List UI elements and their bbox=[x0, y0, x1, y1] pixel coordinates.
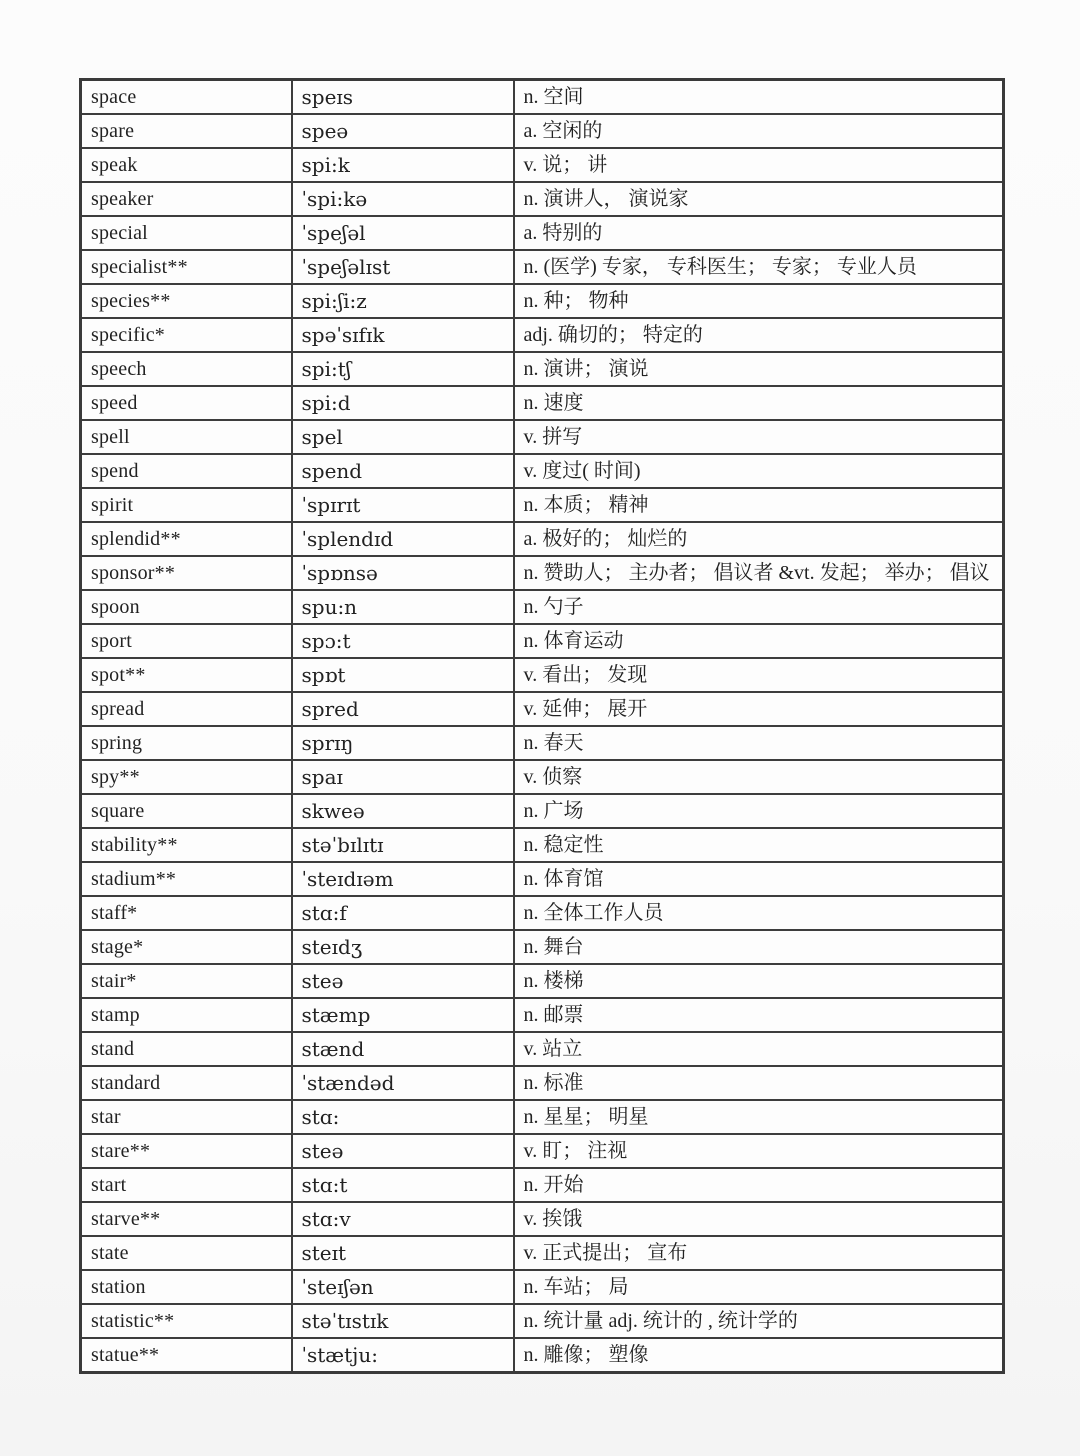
definition-cell: n. 春天 bbox=[514, 726, 1004, 760]
phonetic-cell: ˈspi:kə bbox=[292, 182, 514, 216]
definition-cell: n. 舞台 bbox=[514, 930, 1004, 964]
vocab-row bbox=[81, 250, 1004, 284]
word-cell: speech bbox=[81, 352, 292, 386]
phonetic-cell: spred bbox=[292, 692, 514, 726]
phonetic-cell: spel bbox=[292, 420, 514, 454]
definition-cell: n. 全体工作人员 bbox=[514, 896, 1004, 930]
definition-cell: adj. 确切的； 特定的 bbox=[514, 318, 1004, 352]
phonetic-cell: steə bbox=[292, 1134, 514, 1168]
word-cell: space bbox=[81, 80, 292, 115]
definition-cell: n. 车站； 局 bbox=[514, 1270, 1004, 1304]
phonetic-cell: ˈstætju: bbox=[292, 1338, 514, 1373]
phonetic-cell: spi:k bbox=[292, 148, 514, 182]
phonetic-cell: ˈstændəd bbox=[292, 1066, 514, 1100]
definition-cell: n. 空间 bbox=[514, 80, 1004, 115]
phonetic-cell: spi:ʃi:z bbox=[292, 284, 514, 318]
definition-cell: a. 极好的； 灿烂的 bbox=[514, 522, 1004, 556]
phonetic-cell: steə bbox=[292, 964, 514, 998]
word-cell: specific* bbox=[81, 318, 292, 352]
phonetic-cell: ˈsplendɪd bbox=[292, 522, 514, 556]
word-cell: spring bbox=[81, 726, 292, 760]
definition-cell: n. 赞助人； 主办者； 倡议者 &vt. 发起； 举办； 倡议 bbox=[514, 556, 1004, 590]
phonetic-cell: ˈsteɪʃən bbox=[292, 1270, 514, 1304]
vocab-row bbox=[81, 522, 1004, 556]
definition-cell: n. 本质； 精神 bbox=[514, 488, 1004, 522]
definition-cell: v. 看出； 发现 bbox=[514, 658, 1004, 692]
definition-cell: v. 挨饿 bbox=[514, 1202, 1004, 1236]
word-cell: standard bbox=[81, 1066, 292, 1100]
phonetic-cell: spu:n bbox=[292, 590, 514, 624]
word-cell: specialist** bbox=[81, 250, 292, 284]
word-cell: statue** bbox=[81, 1338, 292, 1373]
definition-cell: v. 度过( 时间) bbox=[514, 454, 1004, 488]
vocab-table-body bbox=[81, 80, 1004, 1373]
vocab-row bbox=[81, 624, 1004, 658]
phonetic-cell: spəˈsɪfɪk bbox=[292, 318, 514, 352]
vocab-row bbox=[81, 658, 1004, 692]
vocab-row bbox=[81, 794, 1004, 828]
word-cell: star bbox=[81, 1100, 292, 1134]
phonetic-cell: spɔ:t bbox=[292, 624, 514, 658]
vocab-row bbox=[81, 760, 1004, 794]
vocab-row bbox=[81, 828, 1004, 862]
definition-cell: n. 统计量 adj. 统计的 , 统计学的 bbox=[514, 1304, 1004, 1338]
word-cell: speaker bbox=[81, 182, 292, 216]
word-cell: speed bbox=[81, 386, 292, 420]
phonetic-cell: sprɪŋ bbox=[292, 726, 514, 760]
vocab-row bbox=[81, 1202, 1004, 1236]
phonetic-cell: stɑ: bbox=[292, 1100, 514, 1134]
word-cell: speak bbox=[81, 148, 292, 182]
definition-cell: v. 侦察 bbox=[514, 760, 1004, 794]
word-cell: spy** bbox=[81, 760, 292, 794]
vocab-row bbox=[81, 692, 1004, 726]
vocab-row bbox=[81, 1270, 1004, 1304]
word-cell: spell bbox=[81, 420, 292, 454]
phonetic-cell: spi:d bbox=[292, 386, 514, 420]
definition-cell: n. 体育运动 bbox=[514, 624, 1004, 658]
definition-cell: n. 勺子 bbox=[514, 590, 1004, 624]
definition-cell: n. 种； 物种 bbox=[514, 284, 1004, 318]
word-cell: state bbox=[81, 1236, 292, 1270]
word-cell: special bbox=[81, 216, 292, 250]
vocabulary-table bbox=[79, 78, 1005, 1374]
definition-cell: v. 盯； 注视 bbox=[514, 1134, 1004, 1168]
definition-cell: v. 站立 bbox=[514, 1032, 1004, 1066]
vocab-row bbox=[81, 964, 1004, 998]
word-cell: starve** bbox=[81, 1202, 292, 1236]
vocab-row bbox=[81, 420, 1004, 454]
vocab-row bbox=[81, 930, 1004, 964]
phonetic-cell: stəˈbɪlɪtɪ bbox=[292, 828, 514, 862]
definition-cell: v. 延伸； 展开 bbox=[514, 692, 1004, 726]
word-cell: stair* bbox=[81, 964, 292, 998]
vocab-row bbox=[81, 726, 1004, 760]
phonetic-cell: ˈspɒnsə bbox=[292, 556, 514, 590]
definition-cell: n. 楼梯 bbox=[514, 964, 1004, 998]
phonetic-cell: steɪt bbox=[292, 1236, 514, 1270]
word-cell: splendid** bbox=[81, 522, 292, 556]
vocab-row bbox=[81, 862, 1004, 896]
vocab-row bbox=[81, 216, 1004, 250]
word-cell: sport bbox=[81, 624, 292, 658]
phonetic-cell: stɑ:t bbox=[292, 1168, 514, 1202]
word-cell: statistic** bbox=[81, 1304, 292, 1338]
vocab-row bbox=[81, 556, 1004, 590]
definition-cell: n. 标准 bbox=[514, 1066, 1004, 1100]
definition-cell: n. (医学) 专家， 专科医生； 专家； 专业人员 bbox=[514, 250, 1004, 284]
word-cell: square bbox=[81, 794, 292, 828]
word-cell: spend bbox=[81, 454, 292, 488]
definition-cell: n. 雕像； 塑像 bbox=[514, 1338, 1004, 1373]
phonetic-cell: steɪdʒ bbox=[292, 930, 514, 964]
word-cell: spare bbox=[81, 114, 292, 148]
vocab-row bbox=[81, 352, 1004, 386]
phonetic-cell: speə bbox=[292, 114, 514, 148]
word-cell: start bbox=[81, 1168, 292, 1202]
vocab-row bbox=[81, 182, 1004, 216]
word-cell: spirit bbox=[81, 488, 292, 522]
vocab-row bbox=[81, 1236, 1004, 1270]
vocab-row bbox=[81, 148, 1004, 182]
definition-cell: n. 速度 bbox=[514, 386, 1004, 420]
definition-cell: n. 广场 bbox=[514, 794, 1004, 828]
definition-cell: n. 星星； 明星 bbox=[514, 1100, 1004, 1134]
phonetic-cell: stæmp bbox=[292, 998, 514, 1032]
vocab-row bbox=[81, 284, 1004, 318]
phonetic-cell: skweə bbox=[292, 794, 514, 828]
definition-cell: n. 邮票 bbox=[514, 998, 1004, 1032]
vocab-row bbox=[81, 1134, 1004, 1168]
definition-cell: a. 空闲的 bbox=[514, 114, 1004, 148]
definition-cell: n. 体育馆 bbox=[514, 862, 1004, 896]
word-cell: stare** bbox=[81, 1134, 292, 1168]
vocab-row bbox=[81, 896, 1004, 930]
phonetic-cell: stɑ:v bbox=[292, 1202, 514, 1236]
phonetic-cell: stəˈtɪstɪk bbox=[292, 1304, 514, 1338]
definition-cell: v. 说； 讲 bbox=[514, 148, 1004, 182]
definition-cell: a. 特别的 bbox=[514, 216, 1004, 250]
definition-cell: n. 稳定性 bbox=[514, 828, 1004, 862]
vocab-row bbox=[81, 1338, 1004, 1373]
vocab-row bbox=[81, 1032, 1004, 1066]
phonetic-cell: spend bbox=[292, 454, 514, 488]
word-cell: stand bbox=[81, 1032, 292, 1066]
definition-cell: n. 开始 bbox=[514, 1168, 1004, 1202]
vocab-row bbox=[81, 1304, 1004, 1338]
vocab-row bbox=[81, 998, 1004, 1032]
word-cell: stage* bbox=[81, 930, 292, 964]
phonetic-cell: speɪs bbox=[292, 80, 514, 115]
phonetic-cell: spɒt bbox=[292, 658, 514, 692]
word-cell: stability** bbox=[81, 828, 292, 862]
vocab-row bbox=[81, 386, 1004, 420]
vocab-row bbox=[81, 318, 1004, 352]
word-cell: spread bbox=[81, 692, 292, 726]
word-cell: staff* bbox=[81, 896, 292, 930]
phonetic-cell: stɑ:f bbox=[292, 896, 514, 930]
phonetic-cell: ˈspɪrɪt bbox=[292, 488, 514, 522]
word-cell: station bbox=[81, 1270, 292, 1304]
word-cell: stamp bbox=[81, 998, 292, 1032]
word-cell: spoon bbox=[81, 590, 292, 624]
phonetic-cell: ˈspeʃəlɪst bbox=[292, 250, 514, 284]
phonetic-cell: stænd bbox=[292, 1032, 514, 1066]
definition-cell: n. 演讲； 演说 bbox=[514, 352, 1004, 386]
phonetic-cell: spaɪ bbox=[292, 760, 514, 794]
vocab-row bbox=[81, 1100, 1004, 1134]
definition-cell: v. 拼写 bbox=[514, 420, 1004, 454]
vocab-row bbox=[81, 1066, 1004, 1100]
phonetic-cell: ˈspeʃəl bbox=[292, 216, 514, 250]
vocab-row bbox=[81, 114, 1004, 148]
definition-cell: n. 演讲人， 演说家 bbox=[514, 182, 1004, 216]
definition-cell: v. 正式提出； 宣布 bbox=[514, 1236, 1004, 1270]
vocab-row bbox=[81, 488, 1004, 522]
vocab-row bbox=[81, 1168, 1004, 1202]
word-cell: sponsor** bbox=[81, 556, 292, 590]
word-cell: spot** bbox=[81, 658, 292, 692]
vocab-row bbox=[81, 80, 1004, 115]
vocab-row bbox=[81, 590, 1004, 624]
word-cell: species** bbox=[81, 284, 292, 318]
phonetic-cell: spi:tʃ bbox=[292, 352, 514, 386]
phonetic-cell: ˈsteɪdɪəm bbox=[292, 862, 514, 896]
word-cell: stadium** bbox=[81, 862, 292, 896]
vocab-row bbox=[81, 454, 1004, 488]
